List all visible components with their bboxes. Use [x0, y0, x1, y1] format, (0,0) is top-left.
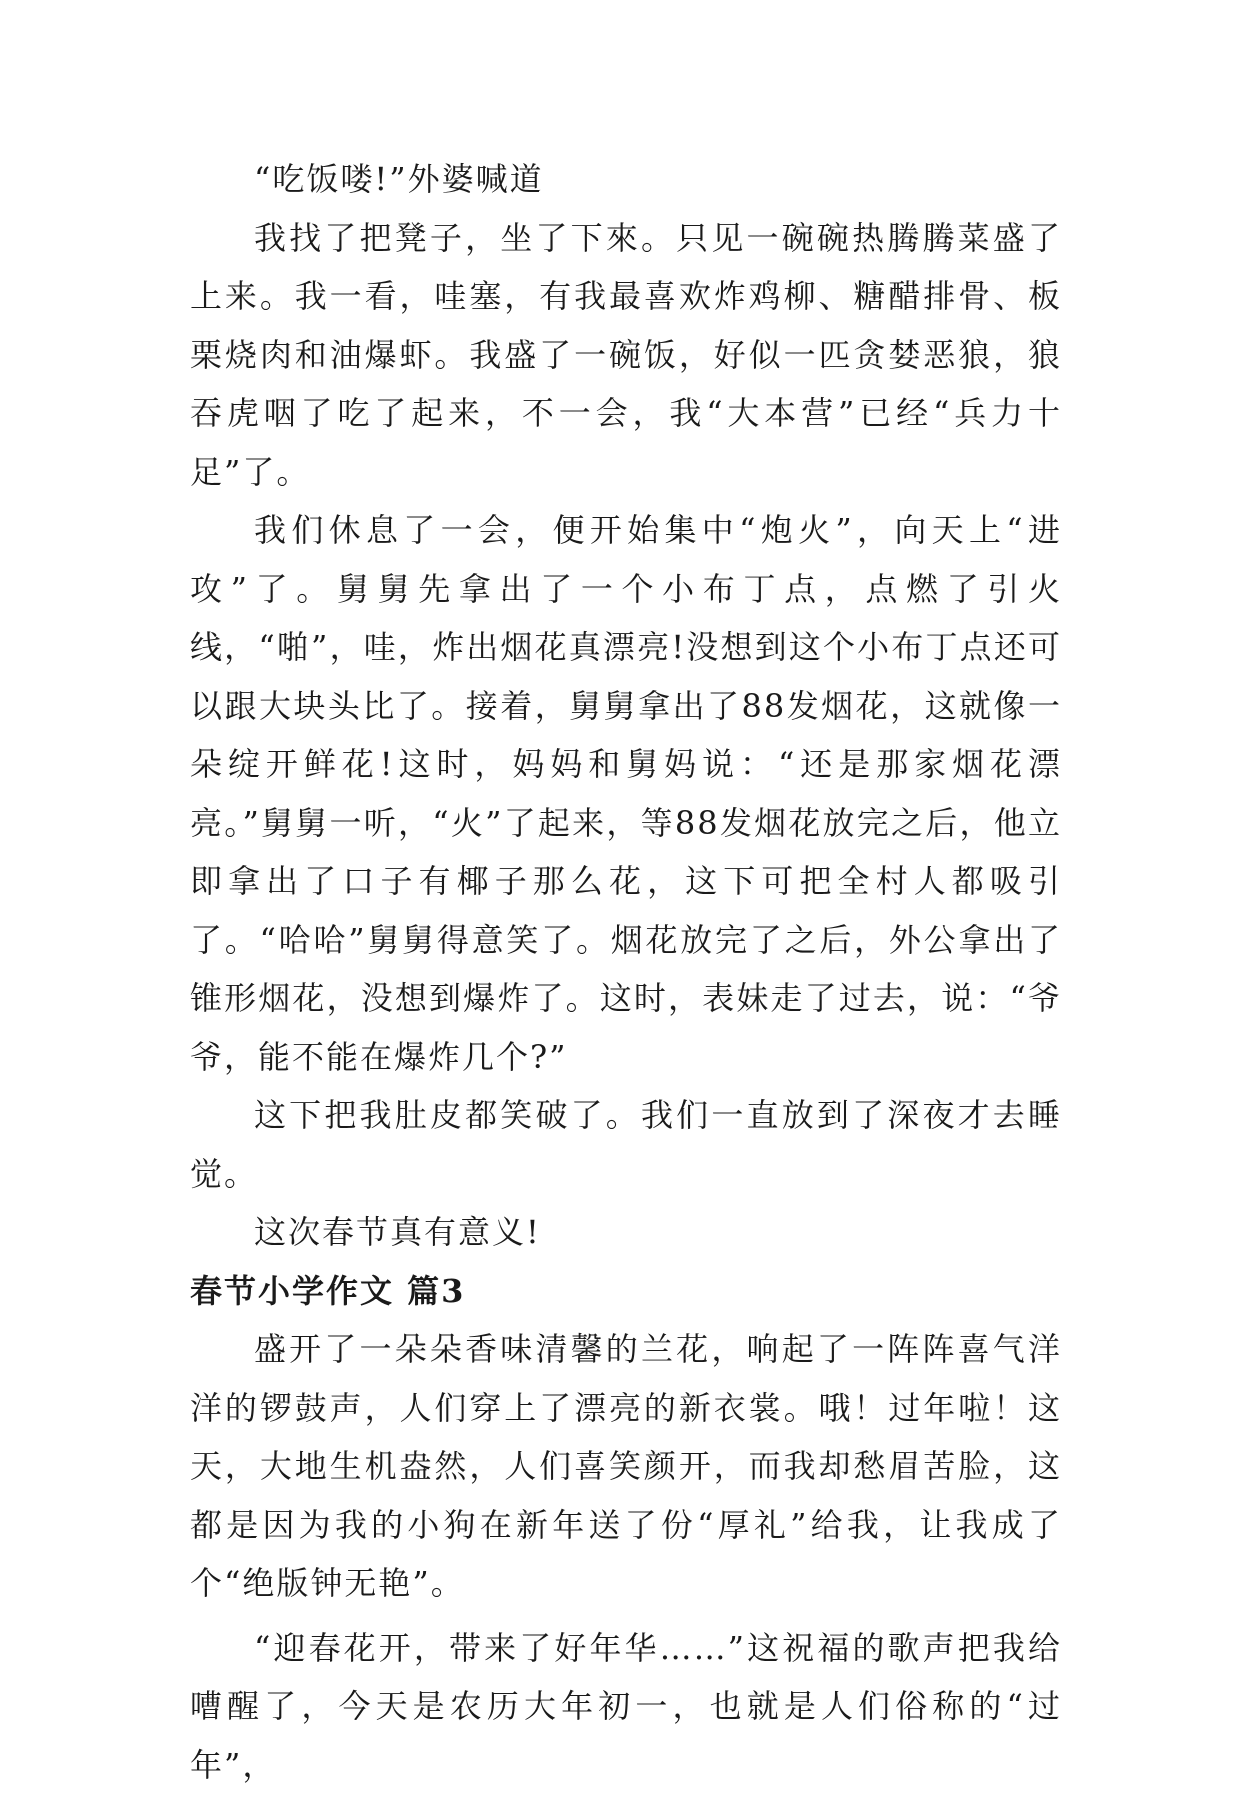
- paragraph-dinner-call: “吃饭喽!”外婆喊道: [190, 150, 1062, 209]
- document-body: [190, 150, 1062, 1794]
- essay-heading: 春节小学作文 篇3: [190, 1262, 1062, 1321]
- paragraph-conclusion: 这次春节真有意义!: [190, 1203, 1062, 1262]
- paragraph-meal: 我找了把凳子，坐了下來。只见一碗碗热腾腾菜盛了上来。我一看，哇塞，有我最喜欢炸鸡柳、糖醋排骨、板栗烧肉和油爆虾。我盛了一碗饭，好似一匹贪婪恶狼，狼吞虎咽了吃了起来，不一会，我“大本营”已经“兵力十足”了。: [190, 209, 1062, 502]
- paragraph-laughter: 这下把我肚皮都笑破了。我们一直放到了深夜才去睡觉。: [190, 1086, 1062, 1203]
- paragraph-song: “迎春花开，带来了好年华……”这祝福的歌声把我给嘈醒了，今天是农历大年初一，也就是人们俗称的“过年”，: [190, 1619, 1062, 1794]
- paragraph-fireworks: 我们休息了一会，便开始集中“炮火”，向天上“进攻”了。舅舅先拿出了一个小布丁点，点燃了引火线，“啪”，哇，炸出烟花真漂亮!没想到这个小布丁点还可以跟大块头比了。接着，舅舅拿出了88发烟花，这就像一朵绽开鲜花!这时，妈妈和舅妈说：“还是那家烟花漂亮。”舅舅一听，“火”了起来，等88发烟花放完之后，他立即拿出了口子有椰子那么花，这下可把全村人都吸引了。“哈哈”舅舅得意笑了。烟花放完了之后，外公拿出了锥形烟花，没想到爆炸了。这时，表妹走了过去，说：“爷爷，能不能在爆炸几个?”: [190, 501, 1062, 1086]
- paragraph-new-year-scene: 盛开了一朵朵香味清馨的兰花，响起了一阵阵喜气洋洋的锣鼓声，人们穿上了漂亮的新衣裳。哦！过年啦！这天，大地生机盎然，人们喜笑颜开，而我却愁眉苦脸，这都是因为我的小狗在新年送了份“厚礼”给我，让我成了个“绝版钟无艳”。: [190, 1320, 1062, 1613]
